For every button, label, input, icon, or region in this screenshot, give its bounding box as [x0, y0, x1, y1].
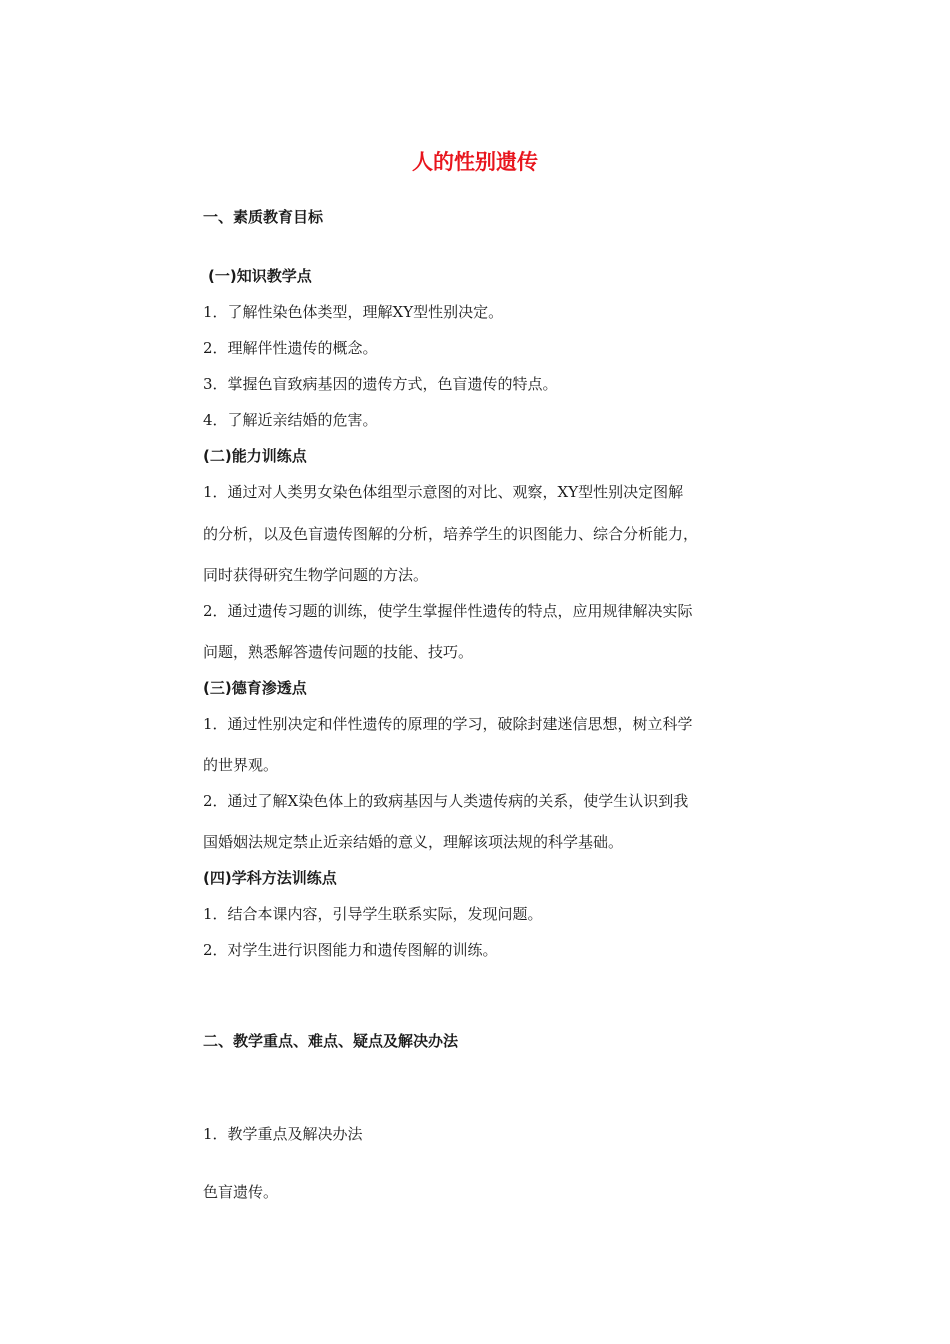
document-title: 人的性别遗传: [412, 150, 538, 174]
subheading-ability: (二)能力训练点: [203, 447, 307, 465]
section-heading-goals: 一、素质教育目标: [203, 208, 324, 226]
section-heading-key-points: 二、教学重点、难点、疑点及解决办法: [203, 1032, 459, 1050]
paragraph-line: 2．通过遗传习题的训练，使学生掌握伴性遗传的特点，应用规律解决实际: [203, 602, 693, 620]
paragraph-line: 色盲遗传。: [203, 1183, 279, 1201]
list-item: 1．教学重点及解决办法: [203, 1125, 363, 1143]
list-item: 3．掌握色盲致病基因的遗传方式，色盲遗传的特点。: [203, 375, 558, 393]
paragraph-line: 的分析，以及色盲遗传图解的分析，培养学生的识图能力、综合分析能力，: [203, 525, 699, 543]
subheading-knowledge: (一)知识教学点: [208, 267, 312, 285]
paragraph-line: 1．通过对人类男女染色体组型示意图的对比、观察，XY型性别决定图解: [203, 483, 684, 501]
subheading-method: (四)学科方法训练点: [203, 869, 337, 887]
paragraph-line: 国婚姻法规定禁止近亲结婚的意义，理解该项法规的科学基础。: [203, 833, 624, 851]
paragraph-line: 2．通过了解X染色体上的致病基因与人类遗传病的关系，使学生认识到我: [203, 792, 689, 810]
list-item: 2．对学生进行识图能力和遗传图解的训练。: [203, 941, 498, 959]
paragraph-line: 的世界观。: [203, 756, 279, 774]
subheading-moral: (三)德育渗透点: [203, 679, 307, 697]
paragraph-line: 1．通过性别决定和伴性遗传的原理的学习，破除封建迷信思想，树立科学: [203, 715, 693, 733]
list-item: 1．了解性染色体类型，理解XY型性别决定。: [203, 303, 504, 321]
list-item: 4．了解近亲结婚的危害。: [203, 411, 378, 429]
paragraph-line: 问题，熟悉解答遗传问题的技能、技巧。: [203, 643, 474, 661]
list-item: 2．理解伴性遗传的概念。: [203, 339, 378, 357]
list-item: 1．结合本课内容，引导学生联系实际，发现问题。: [203, 905, 543, 923]
paragraph-line: 同时获得研究生物学问题的方法。: [203, 566, 429, 584]
